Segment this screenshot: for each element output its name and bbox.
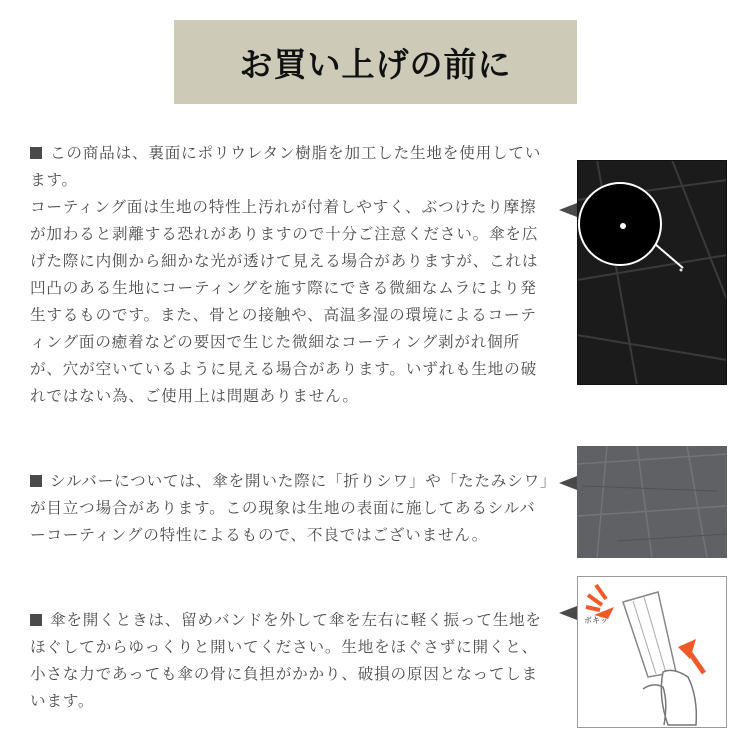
notice-silver-p1: シルバーについては、傘を開いた際に「折りシワ」や「たたみシワ」が目立つ場合があります。この現象は生地の表面に施してあるシルバーコーティングの特性によるもので、不良ではございません。 bbox=[30, 472, 549, 544]
snap-sound-label: ボキッ bbox=[584, 616, 608, 625]
pointer-arrow-icon bbox=[559, 606, 577, 620]
silver-umbrella-photo bbox=[577, 446, 727, 558]
page-title: お買い上げの前に bbox=[239, 44, 512, 84]
notice-coating bbox=[30, 140, 550, 410]
umbrella-opening-illustration bbox=[577, 576, 727, 728]
notice-coating-p1: この商品は、裏面にポリウレタン樹脂を加工した生地を使用しています。 bbox=[30, 144, 542, 189]
pointer-arrow-icon bbox=[559, 476, 577, 490]
notice-silver bbox=[30, 468, 550, 549]
bullet-square-icon bbox=[30, 475, 42, 487]
umbrella-interior-image bbox=[577, 160, 727, 385]
bullet-square-icon bbox=[30, 147, 42, 159]
silver-umbrella-image bbox=[577, 446, 727, 558]
notice-opening bbox=[30, 607, 550, 715]
notice-opening-p1: 傘を開くときは、留めバンドを外して傘を左右に軽く振って生地をほぐしてからゆっくりと開いてください。生地をほぐさずに開くと、小さな力であっても傘の骨に負担がかかり、破損の原因となってしまいます。 bbox=[30, 611, 542, 710]
title-banner bbox=[174, 20, 577, 104]
bullet-square-icon bbox=[30, 614, 42, 626]
umbrella-interior-photo bbox=[577, 160, 727, 385]
notice-coating-p2: コーティング面は生地の特性上汚れが付着しやすく、ぶつけたり摩擦が加わると剥離する恐れがありますので十分ご注意ください。傘を広げた際に内側から細かな光が透けて見える場合がありますが、これは凹凸のある生地にコーティングを施す際にできる微細なムラにより発生するものです。また、骨との接触や、高温多湿の環境によるコーティング面の癒着などの要因で生じた微細なコーティング剥がれ個所が、穴が空いているように見える場合があります。いずれも生地の破れではない為、ご使用上は問題ありません。 bbox=[30, 198, 539, 405]
umbrella-opening-image bbox=[578, 577, 726, 727]
pointer-arrow-icon bbox=[559, 203, 577, 217]
